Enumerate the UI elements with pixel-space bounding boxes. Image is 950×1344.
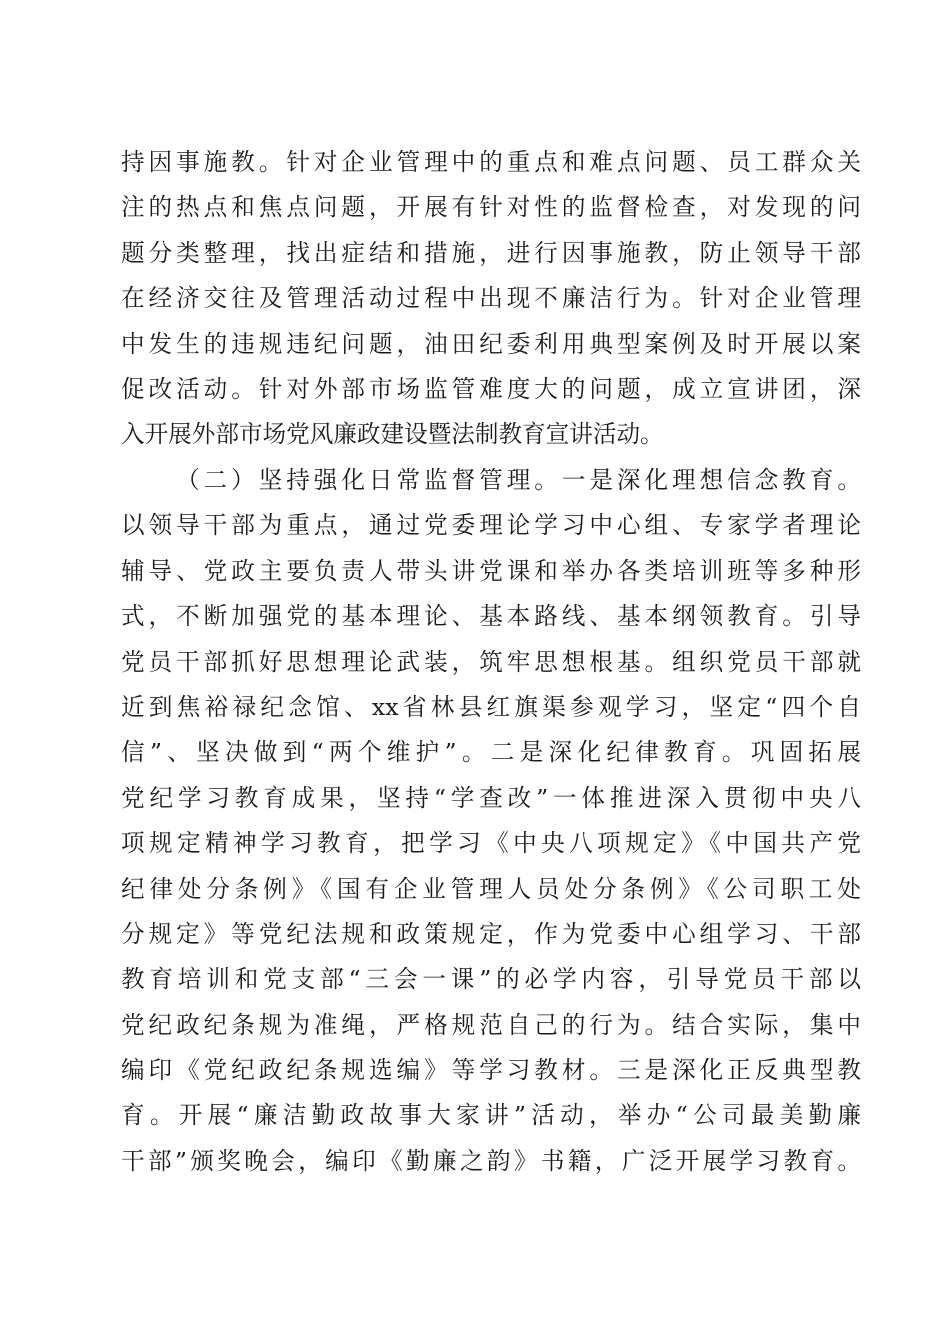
paragraph-line: 分规定》等党纪法规和政策规定，作为党委中心组学习、干部 bbox=[121, 919, 861, 948]
paragraph-line: 育。开展“廉洁勤政故事大家讲”活动，举办“公司最美勤廉 bbox=[121, 1101, 861, 1130]
paragraph-line: 党员干部抓好思想理论武装，筑牢思想根基。组织党员干部就 bbox=[121, 647, 861, 676]
paragraph-line: 信”、坚决做到“两个维护”。二是深化纪律教育。巩固拓展 bbox=[121, 738, 861, 767]
paragraph-line: 持因事施教。针对企业管理中的重点和难点问题、员工群众关 bbox=[121, 148, 861, 176]
section-heading-line: （二）坚持强化日常监督管理。一是深化理想信念教育。 bbox=[176, 466, 861, 494]
paragraph-line: 项规定精神学习教育，把学习《中央八项规定》《中国共产党 bbox=[121, 829, 861, 858]
paragraph-line: 教育培训和党支部“三会一课”的必学内容，引导党员干部以 bbox=[121, 965, 861, 994]
paragraph-2 bbox=[121, 458, 861, 1184]
paragraph-line: 入开展外部市场党风廉政建设暨法制教育宣讲活动。 bbox=[121, 420, 664, 449]
paragraph-line: 在经济交往及管理活动过程中出现不廉洁行为。针对企业管理 bbox=[121, 284, 861, 313]
paragraph-line: 中发生的违规违纪问题，油田纪委利用典型案例及时开展以案 bbox=[121, 329, 861, 358]
paragraph-line: 注的热点和焦点问题，开展有针对性的监督检查，对发现的问 bbox=[121, 193, 861, 222]
paragraph-line: 以领导干部为重点，通过党委理论学习中心组、专家学者理论 bbox=[121, 511, 861, 540]
paragraph-line: 题分类整理，找出症结和措施，进行因事施教，防止领导干部 bbox=[121, 238, 861, 267]
paragraph-line: 式，不断加强党的基本理论、基本路线、基本纲领教育。引导 bbox=[121, 602, 861, 631]
paragraph-line: 辅导、党政主要负责人带头讲党课和举办各类培训班等多种形 bbox=[121, 556, 861, 585]
paragraph-line: 党纪政纪条规为准绳，严格规范自己的行为。结合实际，集中 bbox=[121, 1010, 861, 1039]
paragraph-line: 纪律处分条例》《国有企业管理人员处分条例》《公司职工处 bbox=[121, 874, 861, 903]
paragraph-line: 党纪学习教育成果，坚持“学查改”一体推进深入贯彻中央八 bbox=[121, 783, 861, 812]
paragraph-line: 近到焦裕禄纪念馆、xx省林县红旗渠参观学习，坚定“四个自 bbox=[121, 692, 861, 721]
paragraph-line: 促改活动。针对外部市场监管难度大的问题，成立宣讲团，深 bbox=[121, 374, 861, 403]
paragraph-line: 干部”颁奖晚会，编印《勤廉之韵》书籍，广泛开展学习教育。 bbox=[121, 1146, 861, 1175]
paragraph-line: 编印《党纪政纪条规选编》等学习教材。三是深化正反典型教 bbox=[121, 1056, 861, 1085]
paragraph-1 bbox=[121, 140, 861, 458]
